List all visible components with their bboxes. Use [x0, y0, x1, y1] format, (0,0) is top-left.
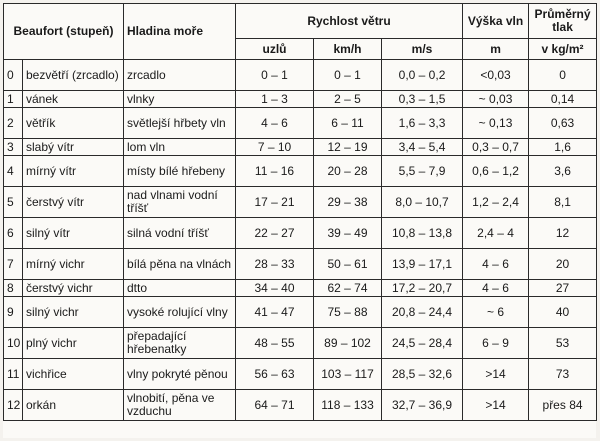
table-row	[4, 297, 597, 328]
cell-kmh: 50 – 61	[314, 249, 382, 280]
cell-wave: <0,03	[463, 60, 529, 91]
cell-sea-level: dtto	[124, 280, 236, 297]
cell-wind-name: mírný vítr	[23, 156, 124, 187]
cell-sea-level: vlny pokryté pěnou	[124, 359, 236, 390]
cell-wind-name: mírný vichr	[23, 249, 124, 280]
unit-pressure: v kg/m²	[529, 39, 597, 60]
cell-wind-name: vichřice	[23, 359, 124, 390]
cell-kmh: 6 – 11	[314, 108, 382, 139]
cell-pressure: přes 84	[529, 390, 597, 421]
cell-knots: 48 – 55	[236, 328, 314, 359]
cell-wave: ~ 0,13	[463, 108, 529, 139]
cell-wind-name: bezvětří (zrcadlo)	[23, 60, 124, 91]
table-row	[4, 249, 597, 280]
cell-sea-level: přepadající hřebenatky	[124, 328, 236, 359]
cell-knots: 4 – 6	[236, 108, 314, 139]
cell-kmh: 89 – 102	[314, 328, 382, 359]
cell-sea-level: vlnky	[124, 91, 236, 108]
cell-sea-level: vlnobití, pěna ve vzduchu	[124, 390, 236, 421]
cell-wind-name: větřík	[23, 108, 124, 139]
cell-ms: 1,6 – 3,3	[382, 108, 463, 139]
header-pressure-line1: Průměrný	[534, 7, 591, 21]
cell-pressure: 53	[529, 328, 597, 359]
cell-pressure: 20	[529, 249, 597, 280]
cell-wave: ~ 0,03	[463, 91, 529, 108]
cell-sea-level: zrcadlo	[124, 60, 236, 91]
table-row	[4, 280, 597, 297]
cell-pressure: 40	[529, 297, 597, 328]
cell-knots: 17 – 21	[236, 187, 314, 218]
cell-degree: 0	[4, 60, 23, 91]
cell-wind-name: orkán	[23, 390, 124, 421]
unit-m: m	[463, 39, 529, 60]
cell-kmh: 2 – 5	[314, 91, 382, 108]
header-wind-speed: Rychlost větru	[236, 4, 463, 39]
document-page	[3, 3, 596, 438]
cell-degree: 11	[4, 359, 23, 390]
cell-ms: 17,2 – 20,7	[382, 280, 463, 297]
table-row	[4, 359, 597, 390]
cell-kmh: 62 – 74	[314, 280, 382, 297]
cell-kmh: 20 – 28	[314, 156, 382, 187]
table-row	[4, 187, 597, 218]
cell-knots: 0 – 1	[236, 60, 314, 91]
cell-knots: 7 – 10	[236, 139, 314, 156]
cell-sea-level: lom vln	[124, 139, 236, 156]
table-row	[4, 91, 597, 108]
cell-wave: 4 – 6	[463, 280, 529, 297]
cell-pressure: 3,6	[529, 156, 597, 187]
cell-kmh: 118 – 133	[314, 390, 382, 421]
cell-knots: 64 – 71	[236, 390, 314, 421]
cell-ms: 5,5 – 7,9	[382, 156, 463, 187]
cell-wind-name: vánek	[23, 91, 124, 108]
cell-pressure: 0,63	[529, 108, 597, 139]
cell-wind-name: plný vichr	[23, 328, 124, 359]
cell-wave: 6 – 9	[463, 328, 529, 359]
cell-pressure: 0,14	[529, 91, 597, 108]
table-row	[4, 60, 597, 91]
cell-degree: 12	[4, 390, 23, 421]
cell-knots: 41 – 47	[236, 297, 314, 328]
cell-wind-name: silný vichr	[23, 297, 124, 328]
table-row	[4, 108, 597, 139]
cell-sea-level: vysoké rolující vlny	[124, 297, 236, 328]
cell-wind-name: slabý vítr	[23, 139, 124, 156]
header-pressure	[529, 4, 597, 39]
cell-degree: 6	[4, 218, 23, 249]
cell-ms: 13,9 – 17,1	[382, 249, 463, 280]
cell-ms: 8,0 – 10,7	[382, 187, 463, 218]
cell-ms: 10,8 – 13,8	[382, 218, 463, 249]
beaufort-table	[3, 3, 597, 421]
table-row	[4, 328, 597, 359]
cell-wave: 2,4 – 4	[463, 218, 529, 249]
cell-sea-level: nad vlnami vodní tříšť	[124, 187, 236, 218]
cell-wave: 4 – 6	[463, 249, 529, 280]
cell-pressure: 27	[529, 280, 597, 297]
cell-degree: 3	[4, 139, 23, 156]
unit-knots: uzlů	[236, 39, 314, 60]
cell-wave: ~ 6	[463, 297, 529, 328]
header-wave-height: Výška vln	[463, 4, 529, 39]
cell-degree: 9	[4, 297, 23, 328]
cell-sea-level: silná vodní tříšť	[124, 218, 236, 249]
cell-kmh: 103 – 117	[314, 359, 382, 390]
cell-knots: 34 – 40	[236, 280, 314, 297]
cell-knots: 22 – 27	[236, 218, 314, 249]
table-row	[4, 390, 597, 421]
unit-ms: m/s	[382, 39, 463, 60]
cell-ms: 0,3 – 1,5	[382, 91, 463, 108]
cell-kmh: 0 – 1	[314, 60, 382, 91]
cell-pressure: 73	[529, 359, 597, 390]
cell-degree: 1	[4, 91, 23, 108]
cell-sea-level: světlejší hřbety vln	[124, 108, 236, 139]
cell-knots: 56 – 63	[236, 359, 314, 390]
cell-kmh: 29 – 38	[314, 187, 382, 218]
header-sea-level: Hladina moře	[124, 4, 236, 60]
cell-wind-name: čerstvý vítr	[23, 187, 124, 218]
unit-kmh: km/h	[314, 39, 382, 60]
cell-ms: 32,7 – 36,9	[382, 390, 463, 421]
cell-degree: 4	[4, 156, 23, 187]
cell-wave: >14	[463, 390, 529, 421]
table-row	[4, 139, 597, 156]
cell-degree: 8	[4, 280, 23, 297]
cell-wave: 0,6 – 1,2	[463, 156, 529, 187]
cell-sea-level: bílá pěna na vlnách	[124, 249, 236, 280]
cell-kmh: 75 – 88	[314, 297, 382, 328]
cell-pressure: 12	[529, 218, 597, 249]
cell-knots: 1 – 3	[236, 91, 314, 108]
cell-pressure: 0	[529, 60, 597, 91]
cell-ms: 20,8 – 24,4	[382, 297, 463, 328]
header-beaufort: Beaufort (stupeň)	[4, 4, 124, 60]
cell-ms: 0,0 – 0,2	[382, 60, 463, 91]
cell-degree: 10	[4, 328, 23, 359]
cell-kmh: 12 – 19	[314, 139, 382, 156]
cell-degree: 5	[4, 187, 23, 218]
cell-degree: 2	[4, 108, 23, 139]
cell-ms: 24,5 – 28,4	[382, 328, 463, 359]
cell-knots: 28 – 33	[236, 249, 314, 280]
cell-sea-level: místy bílé hřebeny	[124, 156, 236, 187]
cell-knots: 11 – 16	[236, 156, 314, 187]
cell-wind-name: silný vítr	[23, 218, 124, 249]
table-row	[4, 218, 597, 249]
header-pressure-line2: tlak	[552, 20, 573, 34]
cell-ms: 28,5 – 32,6	[382, 359, 463, 390]
cell-kmh: 39 – 49	[314, 218, 382, 249]
cell-degree: 7	[4, 249, 23, 280]
cell-wave: 1,2 – 2,4	[463, 187, 529, 218]
cell-wave: 0,3 – 0,7	[463, 139, 529, 156]
cell-wind-name: čerstvý vichr	[23, 280, 124, 297]
cell-ms: 3,4 – 5,4	[382, 139, 463, 156]
table-row	[4, 156, 597, 187]
header-row-main	[4, 4, 597, 39]
cell-wave: >14	[463, 359, 529, 390]
cell-pressure: 1,6	[529, 139, 597, 156]
cell-pressure: 8,1	[529, 187, 597, 218]
